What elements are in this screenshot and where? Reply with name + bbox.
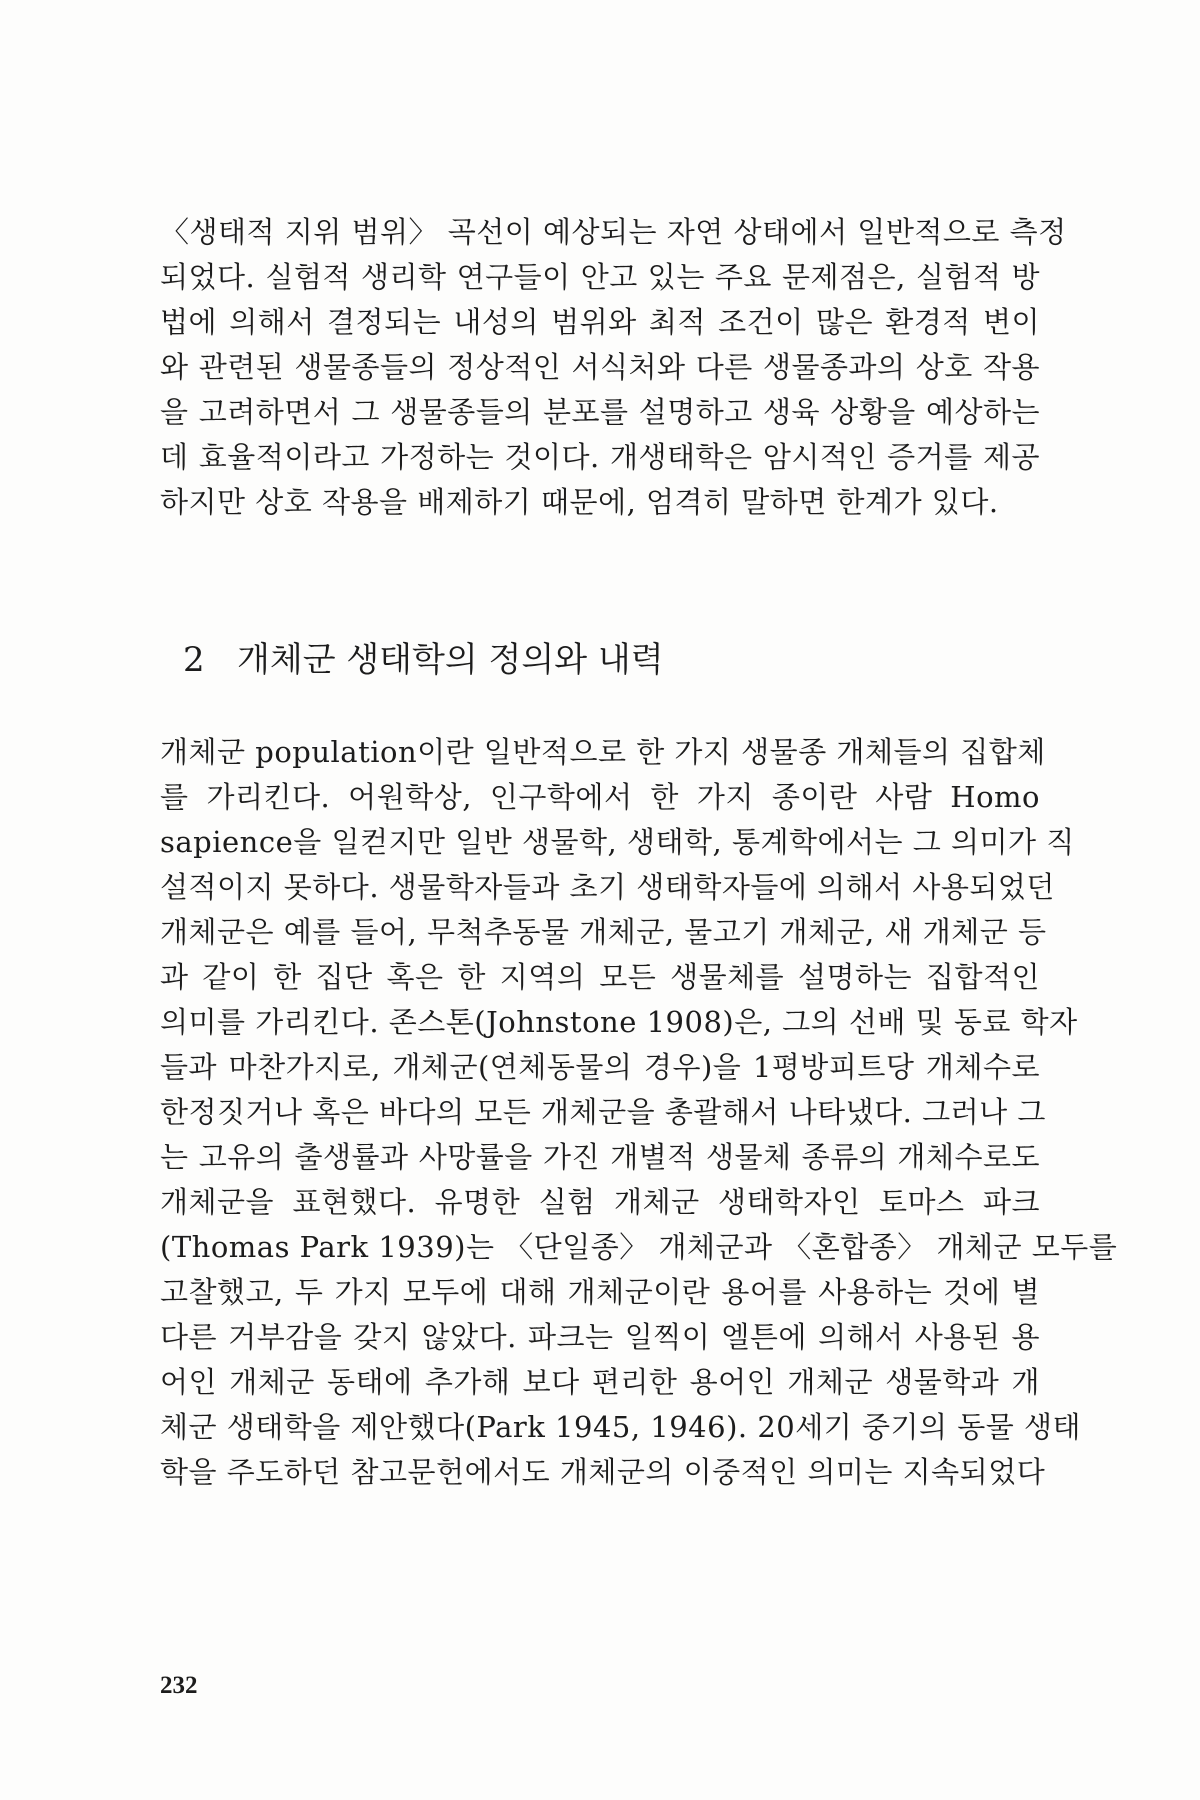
paragraph-line: 고찰했고, 두 가지 모두에 대해 개체군이란 용어를 사용하는 것에 별 bbox=[160, 1275, 1040, 1309]
paragraph-line: 을 고려하면서 그 생물종들의 분포를 설명하고 생육 상황을 예상하는 bbox=[160, 395, 1040, 429]
paragraph-line: sapience을 일컫지만 일반 생물학, 생태학, 통계학에서는 그 의미가 직 bbox=[160, 825, 1075, 859]
paragraph-line: 학을 주도하던 참고문헌에서도 개체군의 이중적인 의미는 지속되었다 bbox=[160, 1455, 1046, 1489]
paragraph-line: 데 효율적이라고 가정하는 것이다. 개생태학은 암시적인 증거를 제공 bbox=[160, 440, 1040, 474]
paragraph-2 bbox=[160, 730, 1118, 1495]
paragraph-line: (Thomas Park 1939)는 〈단일종〉 개체군과 〈혼합종〉 개체군 모두를 bbox=[160, 1230, 1118, 1264]
page-number: 232 bbox=[160, 1672, 198, 1699]
paragraph-line: 체군 생태학을 제안했다(Park 1945, 1946). 20세기 중기의 동물 생태 bbox=[160, 1410, 1082, 1444]
paragraph-line: 와 관련된 생물종들의 정상적인 서식처와 다른 생물종과의 상호 작용 bbox=[160, 350, 1040, 384]
paragraph-line: 어인 개체군 동태에 추가해 보다 편리한 용어인 개체군 생물학과 개 bbox=[160, 1365, 1040, 1399]
section-title: 개체군 생태학의 정의와 내력 bbox=[237, 640, 664, 680]
paragraph-line: 설적이지 못하다. 생물학자들과 초기 생태학자들에 의해서 사용되었던 bbox=[160, 870, 1055, 904]
paragraph-line: 개체군은 예를 들어, 무척추동물 개체군, 물고기 개체군, 새 개체군 등 bbox=[160, 915, 1047, 949]
paragraph-line: 는 고유의 출생률과 사망률을 가진 개별적 생물체 종류의 개체수로도 bbox=[160, 1140, 1040, 1174]
paragraph-line: 의미를 가리킨다. 존스톤(Johnstone 1908)은, 그의 선배 및 동료 학자 bbox=[160, 1005, 1078, 1039]
paragraph-line: 하지만 상호 작용을 배제하기 때문에, 엄격히 말하면 한계가 있다. bbox=[160, 485, 999, 519]
paragraph-line: 〈생태적 지위 범위〉 곡선이 예상되는 자연 상태에서 일반적으로 측정 bbox=[160, 215, 1067, 249]
paragraph-line: 를 가리킨다. 어원학상, 인구학에서 한 가지 종이란 사람 Homo bbox=[160, 780, 1040, 814]
paragraph-line: 개체군을 표현했다. 유명한 실험 개체군 생태학자인 토마스 파크 bbox=[160, 1185, 1040, 1219]
paragraph-line: 들과 마찬가지로, 개체군(연체동물의 경우)을 1평방피트당 개체수로 bbox=[160, 1050, 1040, 1084]
section-heading bbox=[183, 640, 664, 680]
paragraph-line: 법에 의해서 결정되는 내성의 범위와 최적 조건이 많은 환경적 변이 bbox=[160, 305, 1040, 339]
paragraph-line: 과 같이 한 집단 혹은 한 지역의 모든 생물체를 설명하는 집합적인 bbox=[160, 960, 1040, 994]
paragraph-line: 개체군 population이란 일반적으로 한 가지 생물종 개체들의 집합체 bbox=[160, 735, 1046, 769]
paragraph-line: 다른 거부감을 갖지 않았다. 파크는 일찍이 엘튼에 의해서 사용된 용 bbox=[160, 1320, 1040, 1354]
section-number: 2 bbox=[183, 640, 205, 680]
paragraph-line: 한정짓거나 혹은 바다의 모든 개체군을 총괄해서 나타냈다. 그러나 그 bbox=[160, 1095, 1046, 1129]
paragraph-1 bbox=[160, 210, 1067, 525]
paragraph-line: 되었다. 실험적 생리학 연구들이 안고 있는 주요 문제점은, 실험적 방 bbox=[160, 260, 1040, 294]
